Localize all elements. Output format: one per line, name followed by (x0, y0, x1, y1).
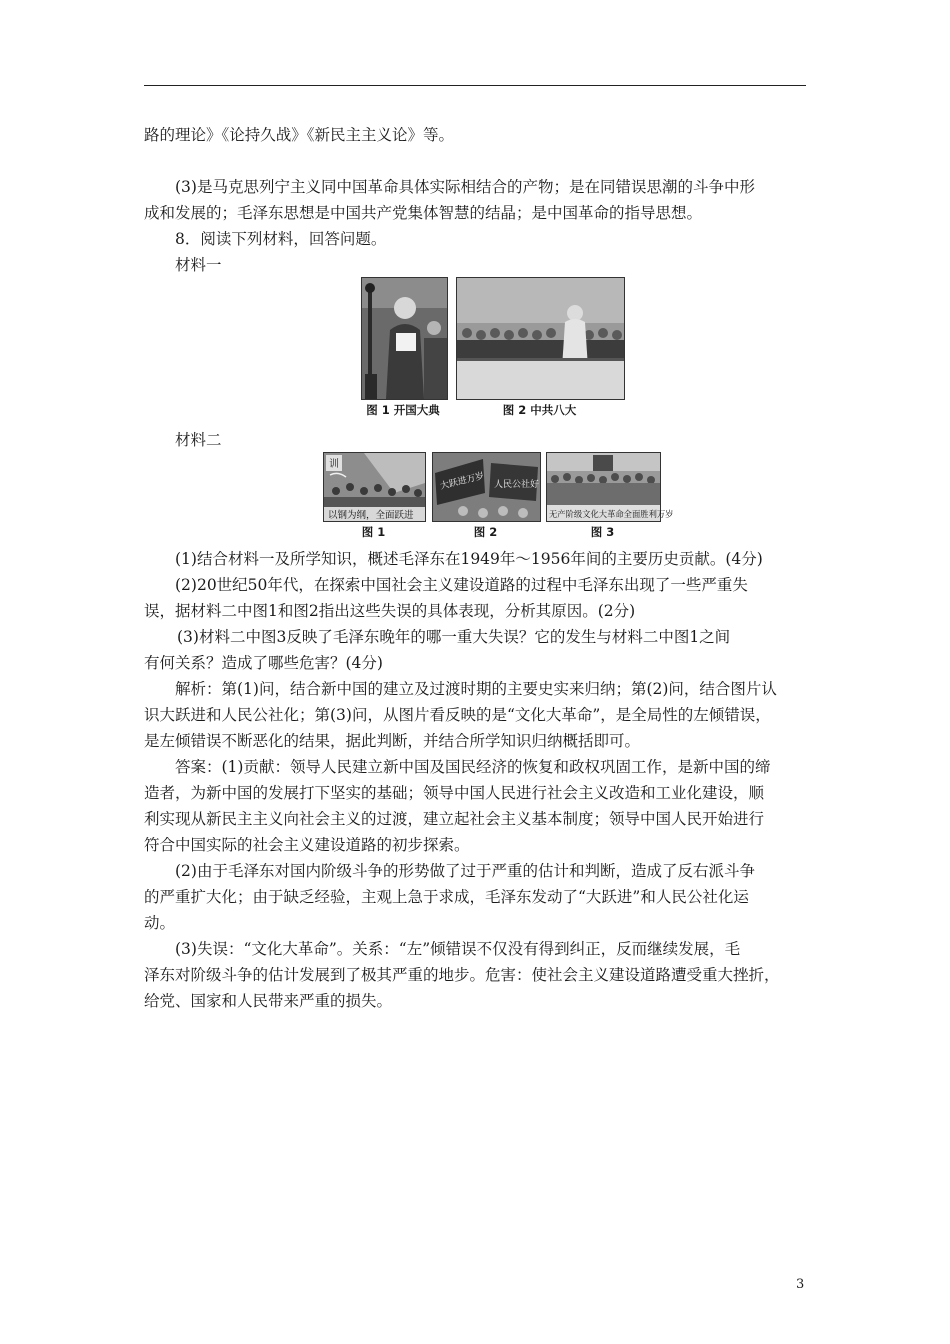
analysis-line: 是左倾错误不断恶化的结果，据此判断，并结合所学知识归纳概括即可。 (144, 732, 641, 750)
text-line: 路的理论》《论持久战》《新民主主义论》等。 (144, 126, 455, 144)
answer-line: (2)由于毛泽东对国内阶级斗争的形势做了过于严重的估计和判断，造成了反右派斗争 (175, 862, 755, 880)
photo-cultural-revolution (546, 452, 674, 522)
text-line: 有何关系？造成了哪些危害？(4分) (144, 654, 383, 672)
question-2: (2)20世纪50年代，在探索中国社会主义建设道路的过程中毛泽东出现了一些严重失 (175, 576, 748, 594)
answer-line: 泽东对阶级斗争的估计发展到了极其严重的地步。危害：使社会主义建设道路遭受重大挫折， (144, 966, 780, 984)
banner-text: 无产阶级文化大革命全面胜利万岁 (549, 509, 674, 519)
photo-founding-ceremony (361, 277, 448, 400)
question-3: (3)材料二中图3反映了毛泽东晚年的哪一重大失误？它的发生与材料二中图1之间 (177, 628, 731, 646)
text-line: 成和发展的；毛泽东思想是中国共产党集体智慧的结晶；是中国革命的指导思想。 (144, 204, 703, 222)
answer-line: 答案：(1)贡献：领导人民建立新中国及国民经济的恢复和政权巩固工作，是新中国的缔 (175, 758, 771, 776)
analysis-line: 识大跃进和人民公社化；第(3)问，从图片看反映的是“文化大革命”，是全局性的左倾错误， (144, 706, 771, 724)
material-label: 材料一 (175, 256, 222, 274)
figure-caption: 图 1 开国大典 (366, 403, 440, 417)
poster-corner-text: 训 (329, 459, 339, 470)
material-label: 材料二 (175, 431, 222, 449)
answer-line: 给党、国家和人民带来严重的损失。 (144, 992, 393, 1010)
figure-caption: 图 1 (361, 525, 386, 539)
answer-line: 动。 (144, 914, 176, 932)
question-heading: 8．阅读下列材料，回答问题。 (175, 230, 387, 248)
page-number: 3 (796, 1277, 805, 1292)
answer-line: 的严重扩大化；由于缺乏经验，主观上急于求成，毛泽东发动了“大跃进”和人民公社化运 (144, 888, 749, 906)
poster-slogan: 以钢为纲，全面跃进 (328, 510, 414, 521)
figure-caption: 图 3 (590, 525, 615, 539)
analysis-line: 解析：第(1)问，结合新中国的建立及过渡时期的主要史实来归纳；第(2)问，结合图片认 (175, 680, 777, 698)
figure-caption: 图 2 (473, 525, 498, 539)
photo-eighth-congress (456, 277, 625, 400)
answer-line: 符合中国实际的社会主义建设道路的初步探索。 (144, 836, 470, 854)
question-1: (1)结合材料一及所学知识，概述毛泽东在1949年～1956年间的主要历史贡献。(4分) (175, 550, 763, 568)
text-line: (3)是马克思列宁主义同中国革命具体实际相结合的产物；是在同错误思潮的斗争中形 (175, 178, 755, 196)
text-line: 误，据材料二中图1和图2指出这些失误的具体表现，分析其原因。(2分) (144, 602, 636, 620)
answer-line: (3)失误：“文化大革命”。关系：“左”倾错误不仅没有得到纠正，反而继续发展，毛 (175, 940, 741, 958)
photo-commune-banners (432, 452, 541, 522)
header-rule (144, 85, 806, 86)
answer-line: 造者，为新中国的发展打下坚实的基础；领导中国人民进行社会主义改造和工业化建设，顺 (144, 784, 765, 802)
banner-right-text: 人民公社好 (494, 480, 540, 490)
banner-left-text: 大跃进万岁 (439, 471, 486, 492)
figure-caption: 图 2 中共八大 (502, 403, 577, 417)
answer-line: 利实现从新民主主义向社会主义的过渡，建立起社会主义基本制度；领导中国人民开始进行 (144, 810, 765, 828)
poster-great-leap (323, 452, 426, 522)
